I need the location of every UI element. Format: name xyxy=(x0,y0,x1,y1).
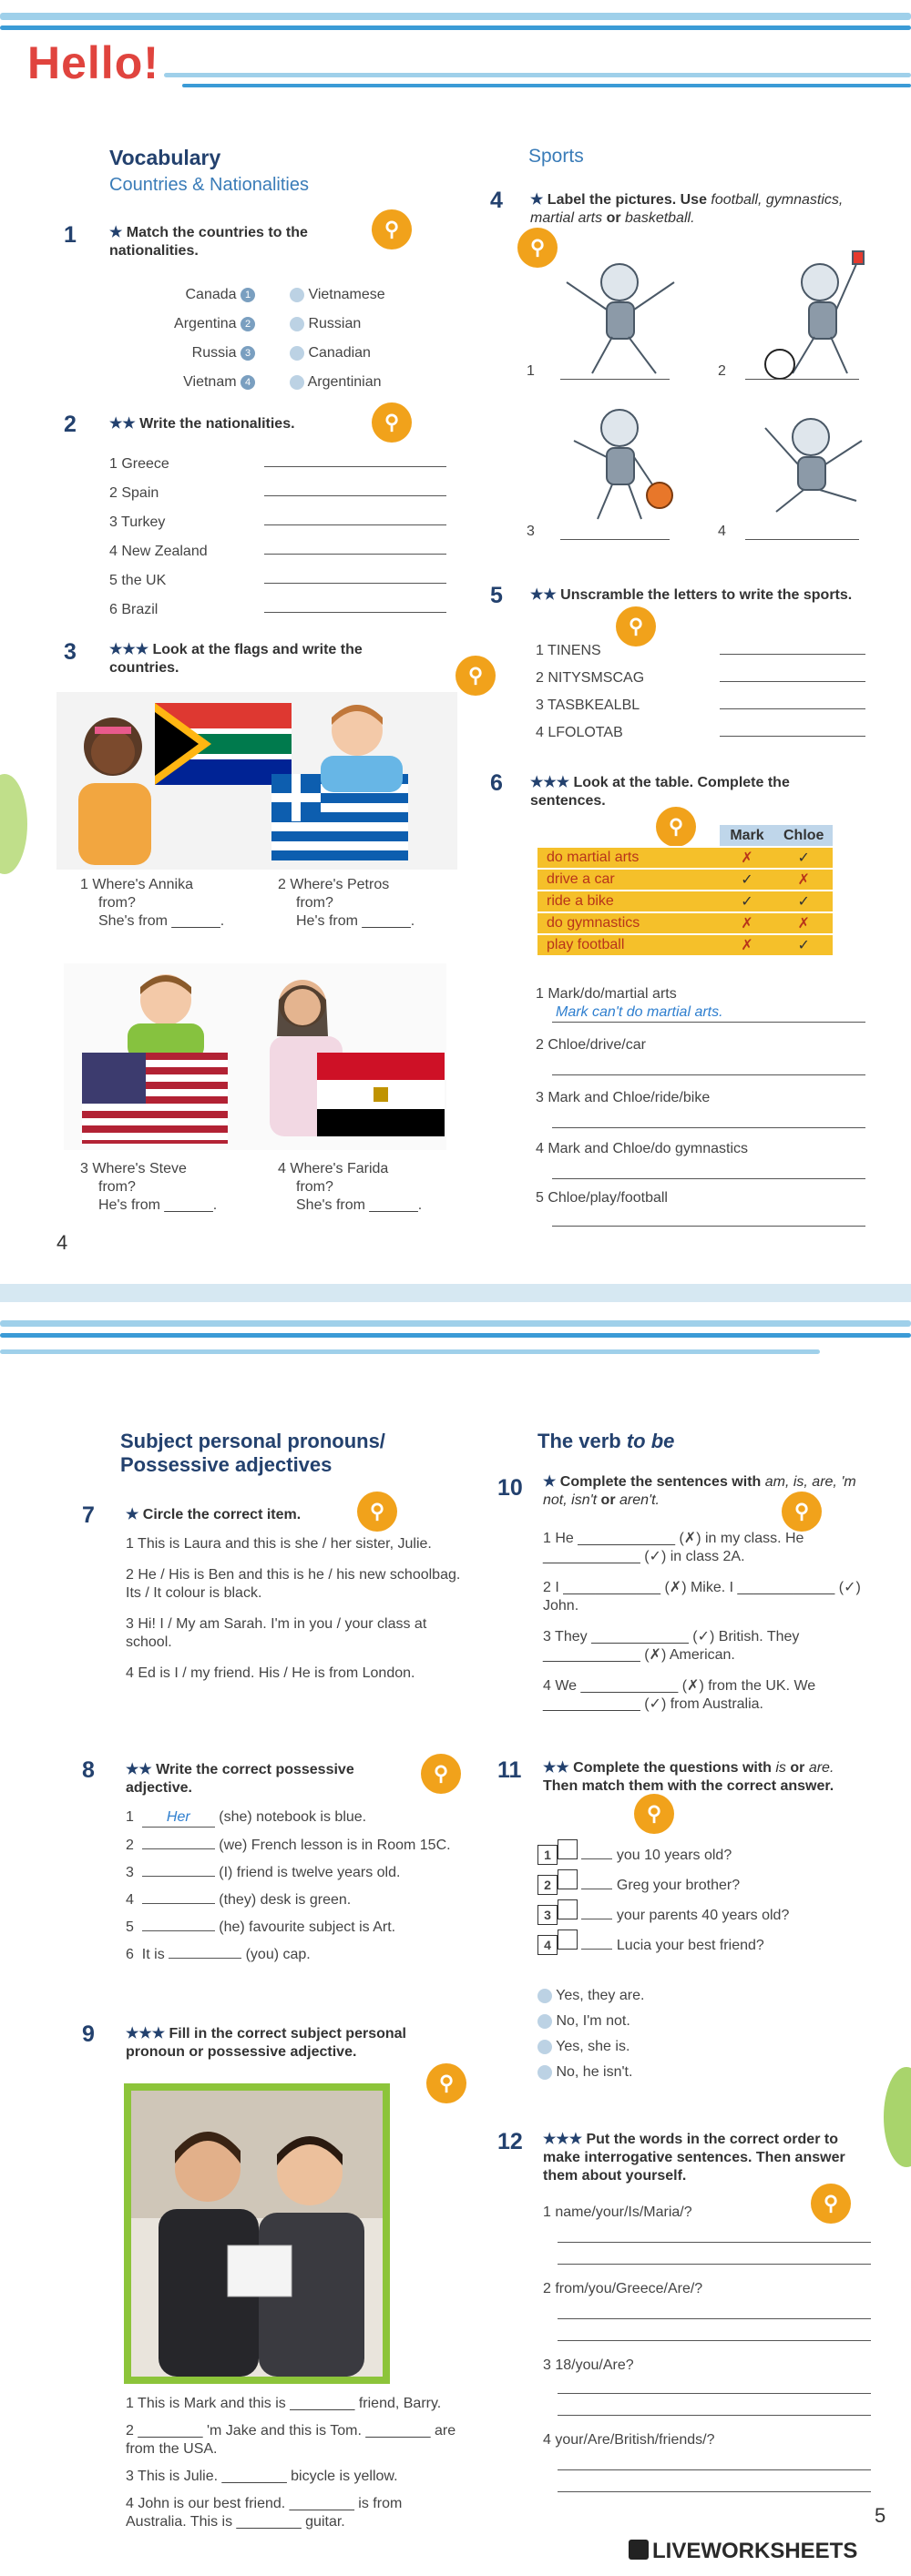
answer-line[interactable] xyxy=(558,2318,871,2319)
table-header: Chloe xyxy=(774,825,833,847)
list-item: 6 Brazil xyxy=(109,602,159,617)
question-2: 2 Where's Petros from? He's from ______. xyxy=(278,877,415,929)
boys-photo xyxy=(124,2083,390,2384)
picture-label-2: 2 xyxy=(718,363,726,379)
search-key-icon[interactable]: ⚲ xyxy=(421,1754,461,1794)
list-item: 3 Turkey xyxy=(109,514,166,530)
search-key-icon[interactable]: ⚲ xyxy=(372,402,412,443)
list-item: 2 (we) French lesson is in Room 15C. xyxy=(126,1838,451,1853)
order-item-3: 3 18/you/Are? xyxy=(543,2357,634,2373)
list-item: 1 He ____________ (✗) in my class. He ____________ (✓) in class 2A. xyxy=(543,1531,804,1564)
sentence-1: 1 Mark/do/martial arts xyxy=(536,986,677,1002)
table-row: do martial arts ✗ ✓ xyxy=(537,847,833,869)
countries-list xyxy=(109,280,255,397)
nationality-item: Russian xyxy=(290,310,435,339)
exercise-instruction: ★★★ Put the words in the correct order to make interrogative sentences. Then answer them about yourself. xyxy=(543,2132,845,2184)
list-item: 1 This is Mark and this is ________ friend, Barry. xyxy=(126,2396,442,2411)
sentence-5: 5 Chloe/play/football xyxy=(536,1190,668,1206)
list-item[interactable]: 3 Hi! I / My am Sarah. I'm in you / your class at school. xyxy=(126,1616,427,1650)
exercise-instruction: ★★ Unscramble the letters to write the sports. xyxy=(530,587,853,603)
list-item: 3 TASBKEALBL xyxy=(536,697,640,713)
answer-line[interactable] xyxy=(558,2393,871,2394)
list-item: 3 They ____________ (✓) British. They ____________ (✗) American. xyxy=(543,1629,800,1663)
country-item: Vietnam 4 xyxy=(109,368,255,397)
nationalities-list xyxy=(290,280,435,397)
verb-items xyxy=(543,1530,880,1714)
answer-line[interactable] xyxy=(558,2242,871,2243)
list-item: 4 (they) desk is green. xyxy=(126,1892,352,1908)
page-title: Hello! xyxy=(27,37,159,88)
list-item: 1 you 10 years old? xyxy=(537,1839,884,1869)
scramble-list xyxy=(536,637,644,747)
search-key-icon[interactable]: ⚲ xyxy=(634,1794,674,1834)
example-answer: Mark can't do martial arts. xyxy=(556,1004,723,1020)
nationality-items xyxy=(109,450,208,625)
page-2 xyxy=(0,1302,911,2576)
list-item: 3 This is Julie. ________ bicycle is yellow. xyxy=(126,2469,398,2484)
list-item: 5 the UK xyxy=(109,573,167,588)
list-item: 1 Her (she) notebook is blue. xyxy=(126,1808,463,1828)
order-item-4: 4 your/Are/British/friends/? xyxy=(543,2432,715,2448)
answer-line[interactable] xyxy=(264,524,446,525)
table-row: ride a bike ✓ ✓ xyxy=(537,891,833,912)
list-item: 2 I ____________ (✗) Mike. I ____________ (✓) John. xyxy=(543,1580,861,1614)
question-list xyxy=(537,1839,884,1960)
robots-image xyxy=(547,246,893,546)
answer-line[interactable] xyxy=(552,1074,865,1075)
list-item: Yes, she is. xyxy=(537,2034,644,2060)
exercise-number: 2 xyxy=(64,412,77,437)
list-item: 1 Greece xyxy=(109,456,169,472)
verb-heading: The verb to be xyxy=(537,1430,675,1452)
list-item: 3 (I) friend is twelve years old. xyxy=(126,1865,401,1880)
exercise-number: 9 xyxy=(82,2021,95,2047)
footer-brand: LIVEWORKSHEETS xyxy=(629,2539,857,2564)
list-item: 4 We ____________ (✗) from the UK. We ____________ (✓) from Australia. xyxy=(543,1678,816,1712)
list-item: 4 John is our best friend. ________ is from Australia. This is ________ guitar. xyxy=(126,2496,403,2530)
search-key-icon[interactable]: ⚲ xyxy=(357,1492,397,1532)
vocabulary-heading: Vocabulary xyxy=(109,146,221,169)
answer-line[interactable] xyxy=(745,539,859,540)
country-item: Argentina 2 xyxy=(109,310,255,339)
search-key-icon[interactable]: ⚲ xyxy=(782,1492,822,1532)
list-item: 1 TINENS xyxy=(536,643,601,658)
search-key-icon[interactable]: ⚲ xyxy=(517,228,558,268)
table-row: drive a car ✓ ✗ xyxy=(537,869,833,891)
answer-line[interactable] xyxy=(560,379,670,380)
list-item: 4 New Zealand xyxy=(109,544,208,559)
answer-line[interactable] xyxy=(560,539,670,540)
page-number: 5 xyxy=(875,2504,886,2527)
answer-line[interactable] xyxy=(720,681,865,682)
exercise-instruction: ★★★ Look at the table. Complete the sentences. xyxy=(530,775,790,809)
exercise-number: 8 xyxy=(82,1757,95,1783)
exercise-number: 11 xyxy=(497,1757,522,1783)
page-1 xyxy=(0,0,911,1284)
search-key-icon[interactable]: ⚲ xyxy=(372,209,412,249)
exercise-number: 1 xyxy=(64,222,77,248)
exercise-number: 10 xyxy=(497,1475,523,1501)
answer-line[interactable] xyxy=(558,2469,871,2470)
list-item: 2 ________ 'm Jake and this is Tom. ________ are from the USA. xyxy=(126,2423,456,2457)
vocabulary-subheading: Countries & Nationalities xyxy=(109,175,309,195)
sentence-4: 4 Mark and Chloe/do gymnastics xyxy=(536,1141,748,1156)
list-item[interactable]: 4 Ed is I / my friend. His / He is from London. xyxy=(126,1665,415,1681)
answer-line[interactable] xyxy=(552,1022,865,1023)
exercise-number: 12 xyxy=(497,2129,523,2154)
fill-items xyxy=(126,2395,463,2531)
answer-line[interactable] xyxy=(264,554,446,555)
exercise-instruction: ★★ Write the correct possessive adjective. xyxy=(126,1762,354,1796)
question-4: 4 Where's Farida from? She's from ______. xyxy=(278,1161,423,1213)
page-number: 4 xyxy=(56,1231,68,1254)
answer-line[interactable] xyxy=(720,736,865,737)
ability-table xyxy=(537,825,833,957)
search-key-icon[interactable]: ⚲ xyxy=(426,2063,466,2103)
list-item: No, I'm not. xyxy=(537,2009,644,2034)
answer-list xyxy=(537,1983,644,2085)
exercise-instruction: ★ Match the countries to the nationalities. xyxy=(109,225,308,259)
possessive-items xyxy=(126,1808,463,1964)
list-item: 3 your parents 40 years old? xyxy=(537,1899,884,1929)
exercise-number: 4 xyxy=(490,188,503,213)
answer-line[interactable] xyxy=(558,2340,871,2341)
exercise-instruction: ★★ Write the nationalities. xyxy=(109,416,295,432)
sports-heading: Sports xyxy=(528,146,584,167)
table-row: play football ✗ ✓ xyxy=(537,934,833,956)
picture-label-1: 1 xyxy=(527,363,535,379)
picture-label-4: 4 xyxy=(718,524,726,539)
nationality-item: Argentinian xyxy=(290,368,435,397)
sentence-2: 2 Chloe/drive/car xyxy=(536,1037,646,1053)
list-item: 2 NITYSMSCAG xyxy=(536,670,645,686)
exercise-instruction: ★★ Complete the questions with is or are. Then match them with the correct answer. xyxy=(543,1760,834,1794)
search-key-icon[interactable]: ⚲ xyxy=(456,656,496,696)
answer-line[interactable] xyxy=(720,708,865,709)
exercise-number: 5 xyxy=(490,583,503,608)
answer-line[interactable] xyxy=(558,2491,871,2492)
country-item: Canada 1 xyxy=(109,280,255,310)
answer-line[interactable] xyxy=(264,495,446,496)
exercise-number: 7 xyxy=(82,1502,95,1528)
sentence-3: 3 Mark and Chloe/ride/bike xyxy=(536,1090,711,1105)
answer-line[interactable] xyxy=(264,466,446,467)
list-item: 6 It is (you) cap. xyxy=(126,1947,311,1962)
answer-line[interactable] xyxy=(264,612,446,613)
flags-photo-2 xyxy=(64,963,446,1150)
exercise-instruction: ★ Complete the sentences with am, is, are, 'm not, isn't or aren't. xyxy=(543,1474,856,1508)
picture-label-3: 3 xyxy=(527,524,535,539)
flags-photo-1 xyxy=(56,692,457,870)
answer-line[interactable] xyxy=(745,379,859,380)
exercise-instruction: ★★★ Look at the flags and write the countries. xyxy=(109,642,363,676)
answer-line[interactable] xyxy=(552,1178,865,1179)
search-key-icon[interactable]: ⚲ xyxy=(656,807,696,847)
answer-line[interactable] xyxy=(552,1226,865,1227)
list-item: Yes, they are. xyxy=(537,1983,644,2009)
table-row: do gymnastics ✗ ✗ xyxy=(537,912,833,934)
list-item: 2 Greg your brother? xyxy=(537,1869,884,1899)
answer-line[interactable] xyxy=(264,583,446,584)
exercise-instruction: ★★★ Fill in the correct subject personal pronoun or possessive adjective. xyxy=(126,2026,406,2060)
nationality-item: Canadian xyxy=(290,339,435,368)
answer-line[interactable] xyxy=(558,2264,871,2265)
pronouns-heading: Subject personal pronouns/ Possessive adjectives xyxy=(120,1430,385,1476)
exercise-instruction: ★ Label the pictures. Use football, gymnastics, martial arts or basketball. xyxy=(530,192,844,226)
liveworksheets-logo-icon xyxy=(629,2540,649,2560)
exercise-number: 6 xyxy=(490,770,503,796)
table-header: Mark xyxy=(720,825,774,847)
list-item: 2 Spain xyxy=(109,485,159,501)
order-item-1: 1 name/your/Is/Maria/? xyxy=(543,2204,692,2220)
answer-line[interactable] xyxy=(552,1127,865,1128)
circle-items xyxy=(126,1535,463,1683)
search-key-icon[interactable]: ⚲ xyxy=(811,2184,851,2224)
search-key-icon[interactable]: ⚲ xyxy=(616,606,656,647)
answer-line[interactable] xyxy=(720,654,865,655)
list-item: 5 (he) favourite subject is Art. xyxy=(126,1919,396,1935)
answer-line[interactable] xyxy=(558,2415,871,2416)
list-item: 4 Lucia your best friend? xyxy=(537,1929,884,1960)
list-item[interactable]: 2 He / His is Ben and this is he / his new schoolbag. Its / It colour is black. xyxy=(126,1567,461,1601)
list-item: No, he isn't. xyxy=(537,2060,644,2085)
country-item: Russia 3 xyxy=(109,339,255,368)
list-item: 4 LFOLOTAB xyxy=(536,725,623,740)
exercise-number: 3 xyxy=(64,639,77,665)
order-item-2: 2 from/you/Greece/Are/? xyxy=(543,2281,703,2296)
question-1: 1 Where's Annika from? She's from ______. xyxy=(80,877,225,929)
exercise-instruction: ★ Circle the correct item. xyxy=(126,1507,302,1522)
list-item[interactable]: 1 This is Laura and this is she / her sister, Julie. xyxy=(126,1536,432,1552)
nationality-item: Vietnamese xyxy=(290,280,435,310)
question-3: 3 Where's Steve from? He's from ______. xyxy=(80,1161,218,1213)
